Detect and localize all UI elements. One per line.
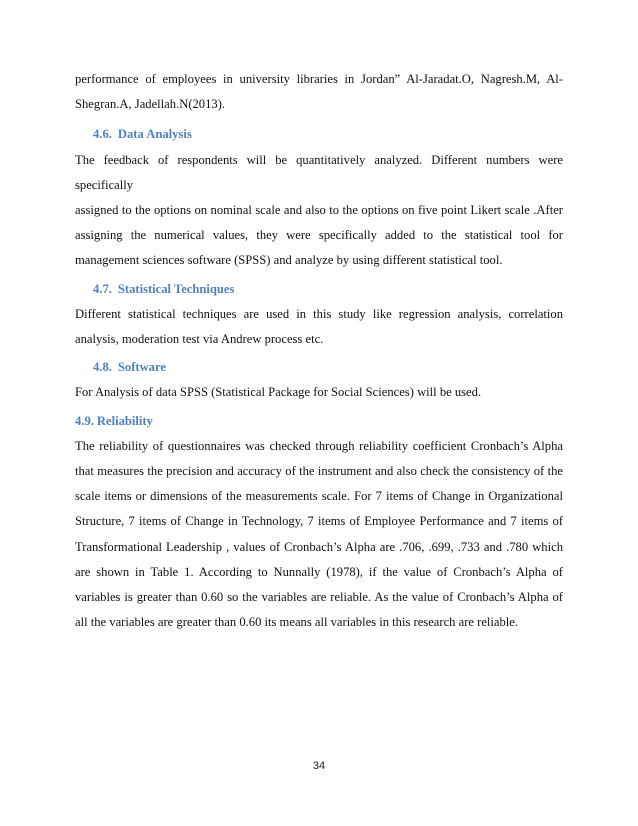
text-line: Different statistical techniques are used in this study like regression analysis, correlation xyxy=(75,306,563,321)
text-line: all the variables are greater than 0.60 its means all variables in this research are reliable. xyxy=(75,615,519,630)
intro-paragraph xyxy=(75,67,563,117)
section-heading-software xyxy=(75,352,563,380)
text-line: assigning the numerical values, they were specifically added to the statistical tool for xyxy=(75,228,563,243)
section-heading-statistical-techniques xyxy=(75,274,563,302)
paragraph-software xyxy=(75,380,563,405)
text-line: performance of employees in university libraries in Jordan” Al-Jaradat.O, Nagresh.M, Al- xyxy=(75,72,563,86)
section-title: Software xyxy=(117,360,166,375)
text-line: For Analysis of data SPSS (Statistical Package for Social Sciences) will be used. xyxy=(75,385,482,400)
text-line: The feedback of respondents will be quantitatively analyzed. Different numbers were specifically xyxy=(75,152,563,192)
text-line: are shown in Table 1. According to Nunnally (1978), if the value of Cronbach’s Alpha of xyxy=(75,564,563,579)
text-line: analysis, moderation test via Andrew process etc. xyxy=(75,332,324,347)
text-line: scale items or dimensions of the measurements scale. For 7 items of Change in Organizational xyxy=(75,489,563,504)
section-title: Statistical Techniques xyxy=(117,281,235,296)
text-line: management sciences software (SPSS) and analyze by using different statistical tool. xyxy=(75,253,503,268)
text-line: variables is greater than 0.60 so the variables are reliable. As the value of Cronbach’s Alpha of xyxy=(75,590,563,605)
section-number: 4.7. xyxy=(93,281,112,296)
page-number: 34 xyxy=(312,760,326,772)
section-heading-data-analysis xyxy=(75,119,563,147)
section-heading-reliability xyxy=(75,406,563,434)
text-line: Structure, 7 items of Change in Technology, 7 items of Employee Performance and 7 items of xyxy=(75,514,563,529)
text-line: that measures the precision and accuracy of the instrument and also check the consistency of the xyxy=(75,464,563,479)
paragraph-data-analysis xyxy=(75,148,563,274)
section-title: Data Analysis xyxy=(117,127,192,142)
paragraph-reliability xyxy=(75,434,563,636)
text-line: Shegran.A, Jadellah.N(2013). xyxy=(75,97,226,112)
document-body xyxy=(75,67,563,635)
paragraph-statistical-techniques xyxy=(75,302,563,352)
section-number: 4.6. xyxy=(93,127,112,142)
section-title: Reliability xyxy=(96,413,153,428)
text-line: The reliability of questionnaires was checked through reliability coefficient Cronbach’s Alpha xyxy=(75,438,563,453)
text-line: Transformational Leadership , values of Cronbach’s Alpha are .706, .699, .733 and .780 which xyxy=(75,539,563,554)
section-number: 4.8. xyxy=(93,360,112,375)
section-number: 4.9. xyxy=(75,413,94,428)
text-line: assigned to the options on nominal scale and also to the options on five point Likert scale .After xyxy=(75,203,563,218)
